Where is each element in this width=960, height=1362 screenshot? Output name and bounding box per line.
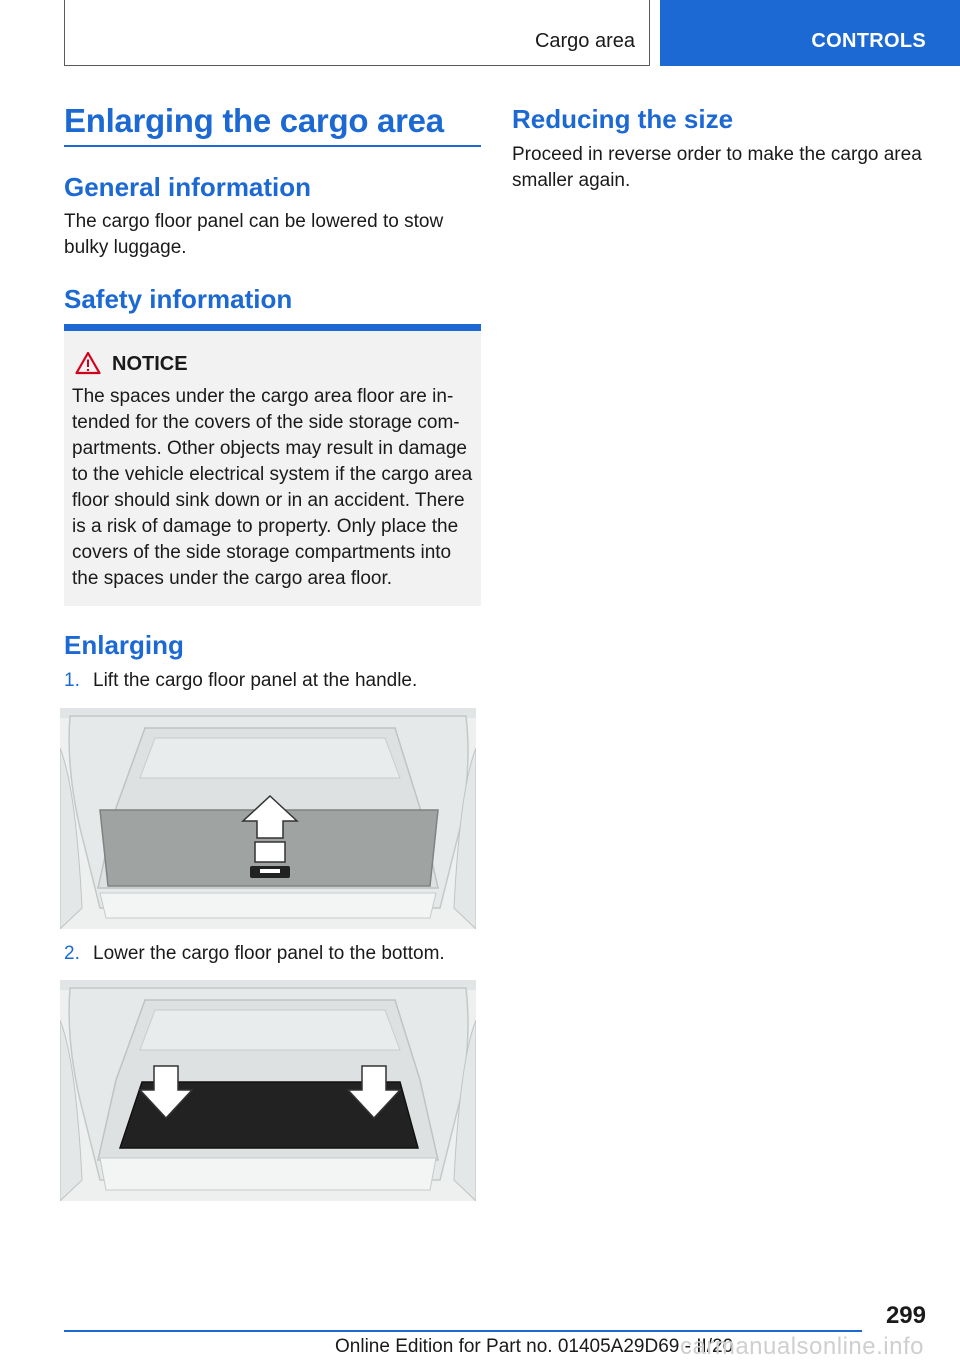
notice-line: floor should sink down or in an accident. There <box>72 490 465 511</box>
notice-line: covers of the side storage compartments into <box>72 542 452 563</box>
reducing-text-line: Proceed in reverse order to make the cargo area <box>512 144 922 165</box>
general-text-line: bulky luggage. <box>64 237 187 258</box>
page-title: Enlarging the cargo area <box>64 102 444 139</box>
step-text: Lift the cargo floor panel at the handle. <box>93 670 418 691</box>
header-section-title: Cargo area <box>534 30 635 52</box>
reducing-size-text <box>512 142 932 194</box>
step-number: 1. <box>64 670 80 691</box>
general-text-line: The cargo floor panel can be lowered to stow <box>64 211 444 232</box>
step-2 <box>64 941 445 967</box>
page-number: 299 <box>885 1302 926 1329</box>
general-information-heading: General information <box>64 172 312 202</box>
general-information-text <box>64 209 443 261</box>
footer-edition: Online Edition for Part no. 01405A29D69 - II/20 <box>335 1336 734 1357</box>
safety-information-heading: Safety information <box>64 284 293 314</box>
header-chapter-tab[interactable] <box>660 0 960 66</box>
notice-line: the spaces under the cargo area floor. <box>72 568 393 589</box>
enlarging-heading: Enlarging <box>64 630 184 660</box>
notice-top-bar <box>64 324 481 331</box>
figure-lower-floor-panel <box>60 980 476 1201</box>
notice-title: NOTICE <box>112 353 188 375</box>
notice-line: is a risk of damage to property. Only place the <box>72 516 459 537</box>
notice-line: to the vehicle electrical system if the cargo area <box>72 464 473 485</box>
notice-line: The spaces under the cargo area floor are in- <box>72 386 454 407</box>
notice-line: partments. Other objects may result in damage <box>72 438 467 459</box>
title-divider <box>64 145 481 147</box>
trunk-illustration-lower <box>60 980 476 1201</box>
footer-divider <box>64 1330 862 1332</box>
figure-lift-floor-panel <box>60 708 476 929</box>
notice-text <box>72 384 478 592</box>
watermark: carmanualsonline.info <box>680 1333 924 1360</box>
header-chapter-label: CONTROLS <box>811 30 926 52</box>
header-section-box <box>64 0 650 66</box>
reducing-size-heading: Reducing the size <box>512 104 734 134</box>
step-text: Lower the cargo floor panel to the bottom. <box>93 943 445 964</box>
step-1 <box>64 668 417 694</box>
notice-line: tended for the covers of the side storage com- <box>72 412 460 433</box>
reducing-text-line: smaller again. <box>512 170 631 191</box>
warning-triangle-icon <box>75 351 101 375</box>
trunk-illustration-lift <box>60 708 476 929</box>
step-number: 2. <box>64 943 80 964</box>
